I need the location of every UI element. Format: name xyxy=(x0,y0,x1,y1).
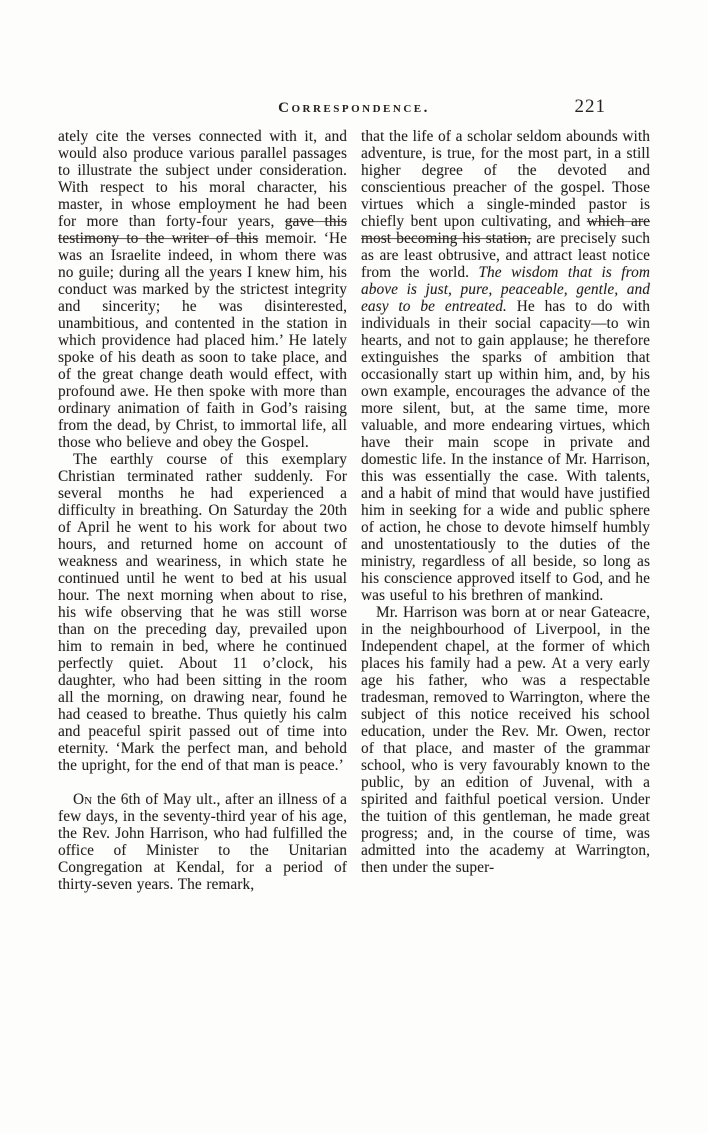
text-segment: memoir. ‘He was an Israelite indeed, in whom there was no guile; during all the years I knew him, his conduct was marked by the strictest integrity and sincerity; he was disinterested, unambitious, and contented in the station in which providence had placed him.’ He lately spoke of his death as soon to take place, and of the great change death would effect, with profound awe. He then spoke with more than ordinary animation of faith in God’s raising from the dead, by Christ, to immortal life, all those who believe and obey the Gospel. xyxy=(58,230,347,451)
text-segment-strike-artifact: which are most becoming his station, xyxy=(361,213,650,247)
paragraph: The earthly course of this exemplary Christian terminated rather suddenly. For several months he had experienced a difficulty in breathing. On Saturday the 20th of April he went to his work for about two hours, and returned home on account of weakness and weariness, in which state he continued until he went to bed at his usual hour. The next morning when about to rise, his wife observing that he was still worse than on the preceding day, prevailed upon him to remain in bed, where he continued perfectly quiet. About 11 o’clock, his daughter, who had been sitting in the room all the morning, on drawing near, found he had ceased to breathe. Thus quietly his calm and peaceful spirit passed out of time into eternity. ‘Mark the perfect man, and behold the upright, for the end of that man is peace.’ xyxy=(58,451,347,774)
text-columns xyxy=(58,128,650,893)
text-segment: that the life of a scholar seldom abounds with adventure, is true, for the most part, in a still higher degree of the devoted and conscientious preacher of the gospel. Those virtues which a single-minded pastor is chiefly bent upon cultivating, and xyxy=(361,128,650,230)
page-header xyxy=(58,96,650,122)
text-segment: He has to do with individuals in their social capacity—to win hearts, and not to gain applause; he therefore extinguishes the sparks of ambition that occasionally start up within him, and, by his own example, encourages the advance of the more silent, but, at the same time, more valuable, and more endearing virtues, which have their main scope in private and domestic life. In the instance of Mr. Harrison, this was essentially the case. With talents, and a habit of mind that would have justified him in seeking for a wide and public sphere of action, he chose to devote himself humbly and unostentatiously to the duties of the ministry, regardless of all beside, so long as his conscience approved itself to God, and he was useful to his brethren of mankind. xyxy=(361,298,650,604)
scripture-quote-italic: The wisdom that is from above is just, pure, peaceable, gentle, and easy to be entreated. xyxy=(361,264,650,315)
page-number: 221 xyxy=(574,96,606,117)
text-segment: ately cite the verses connected with it, and would also produce various parallel passages to illustrate the subject under consideration. With respect to his moral character, his master, in whose employment he had been for more than forty-four years, xyxy=(58,128,347,230)
paragraph-obituary-opening xyxy=(58,791,347,893)
paragraph-continuation xyxy=(58,128,347,451)
paragraph: Mr. Harrison was born at or near Gateacre, in the neighbourhood of Liverpool, in the Independent chapel, at the former of which places his family had a pew. At a very early age his father, who was a respectable tradesman, removed to Warrington, where the subject of this notice received his school education, under the Rev. Mr. Owen, rector of that place, and master of the grammar school, who is very favourably known to the public, by an edition of Juvenal, with a spirited and faithful poetical version. Under the tuition of this gentleman, he made great progress; and, in the course of time, was admitted into the academy at Warrington, then under the super- xyxy=(361,604,650,876)
left-column xyxy=(58,128,347,893)
running-header-title: Correspondence. xyxy=(278,100,430,116)
right-column xyxy=(361,128,650,893)
smallcaps-opening-word: On xyxy=(73,791,93,808)
text-segment: are precisely such as are least obtrusive, and attract least notice from the world. xyxy=(361,230,650,281)
text-segment-strike-artifact: gave this testimony to the writer of this xyxy=(58,213,347,247)
text-segment: the 6th of May ult., after an illness of a few days, in the seventy-third year of his age, the Rev. John Harrison, who had fulfilled the office of Minister to the Unitarian Congregation at Kendal, for a period of thirty-seven years. The remark, xyxy=(58,791,347,893)
paragraph-continuation xyxy=(361,128,650,604)
